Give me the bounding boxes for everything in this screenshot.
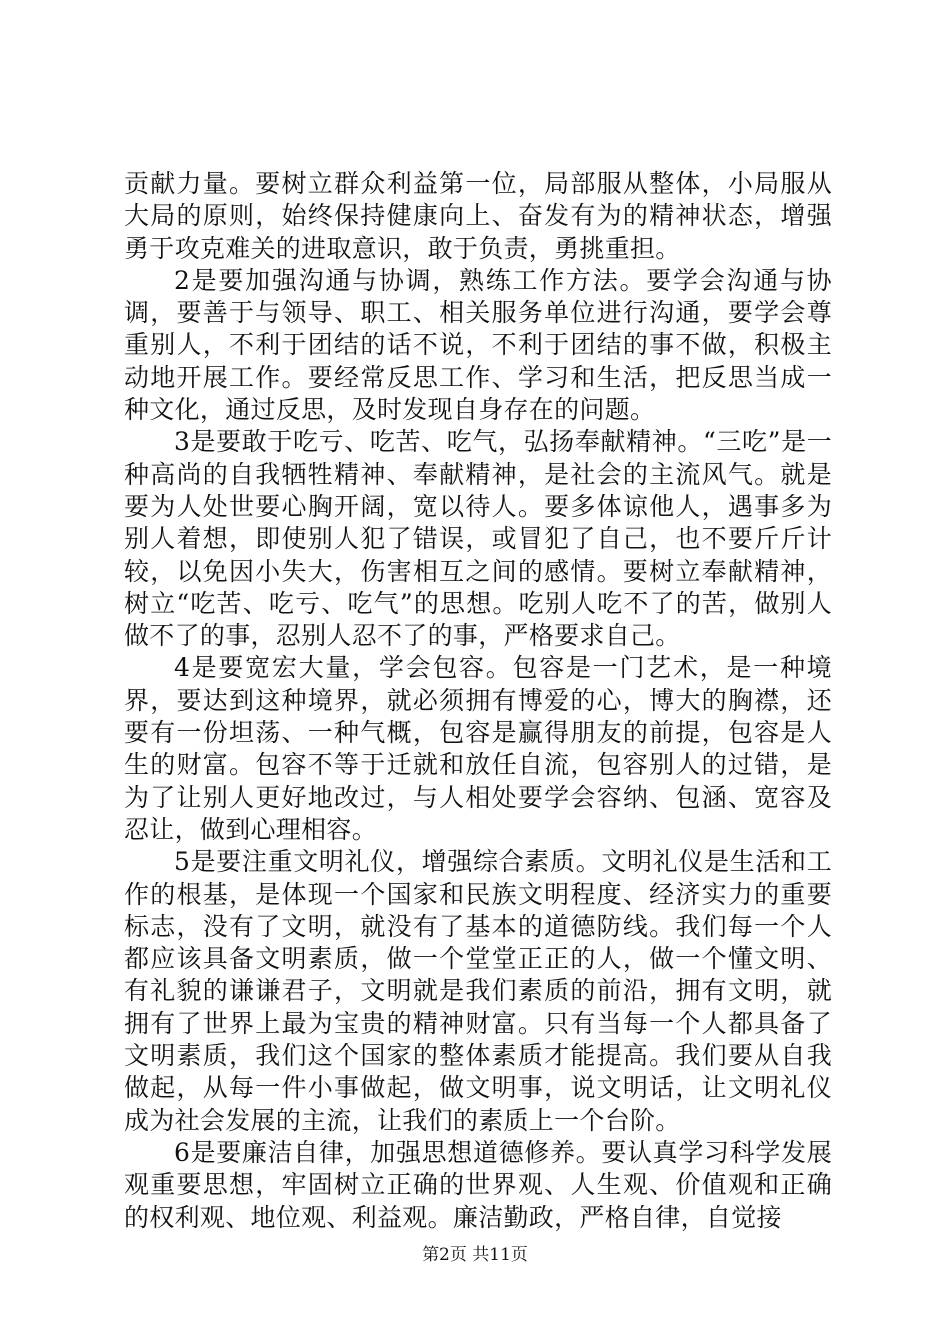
paragraph-1: 贡献力量。要树立群众利益第一位，局部服从整体，小局服从大局的原则，始终保持健康向上、奋发有为的精神状态，增强勇于攻克难关的进取意识，敢于负责，勇挑重担。 xyxy=(124,169,832,263)
paragraph-5: 5是要注重文明礼仪，增强综合素质。文明礼仪是生活和工作的根基，是体现一个国家和民族文明程度、经济实力的重要标志，没有了文明，就没有了基本的道德防线。我们每一个人都应该具备文明素质，做一个堂堂正正的人，做一个懂文明、有礼貌的谦谦君子，文明就是我们素质的前沿，拥有文明，就拥有了世界上最为宝贵的精神财富。只有当每一个人都具备了文明素质，我们这个国家的整体素质才能提高。我们要从自我做起，从每一件小事做起，做文明事，说文明话，让文明礼仪成为社会发展的主流，让我们的素质上一个台阶。 xyxy=(124,847,832,1135)
paragraph-6: 6是要廉洁自律，加强思想道德修养。要认真学习科学发展观重要思想，牢固树立正确的世界观、人生观、价值观和正确的权利观、地位观、利益观。廉洁勤政，严格自律，自觉接 xyxy=(124,1137,832,1232)
paragraph-2: 2是要加强沟通与协调，熟练工作方法。要学会沟通与协调，要善于与领导、职工、相关服务单位进行沟通，要学会尊重别人，不利于团结的话不说，不利于团结的事不做，积极主动地开展工作。要经常反思工作、学习和生活，把反思当成一种文化，通过反思，及时发现自身存在的问题。 xyxy=(124,265,832,425)
paragraph-3: 3是要敢于吃亏、吃苦、吃气，弘扬奉献精神。“三吃”是一种高尚的自我牺牲精神、奉献精神，是社会的主流风气。就是要为人处世要心胸开阔，宽以待人。要多体谅他人，遇事多为别人着想，即使别人犯了错误，或冒犯了自己，也不要斤斤计较，以免因小失大，伤害相互之间的感情。要树立奉献精神，树立“吃苦、吃亏、吃气”的思想。吃别人吃不了的苦，做别人做不了的事，忍别人忍不了的事，严格要求自己。 xyxy=(124,427,832,651)
document-body xyxy=(124,168,832,1234)
page-footer: 第2页 共11页 xyxy=(422,1245,528,1265)
paragraph-4: 4是要宽宏大量，学会包容。包容是一门艺术，是一种境界，要达到这种境界，就必须拥有博爱的心，博大的胸襟，还要有一份坦荡、一种气概，包容是赢得朋友的前提，包容是人生的财富。包容不等于迁就和放任自流，包容别人的过错，是为了让别人更好地改过，与人相处要学会容纳、包涵、宽容及忍让，做到心理相容。 xyxy=(124,653,832,844)
